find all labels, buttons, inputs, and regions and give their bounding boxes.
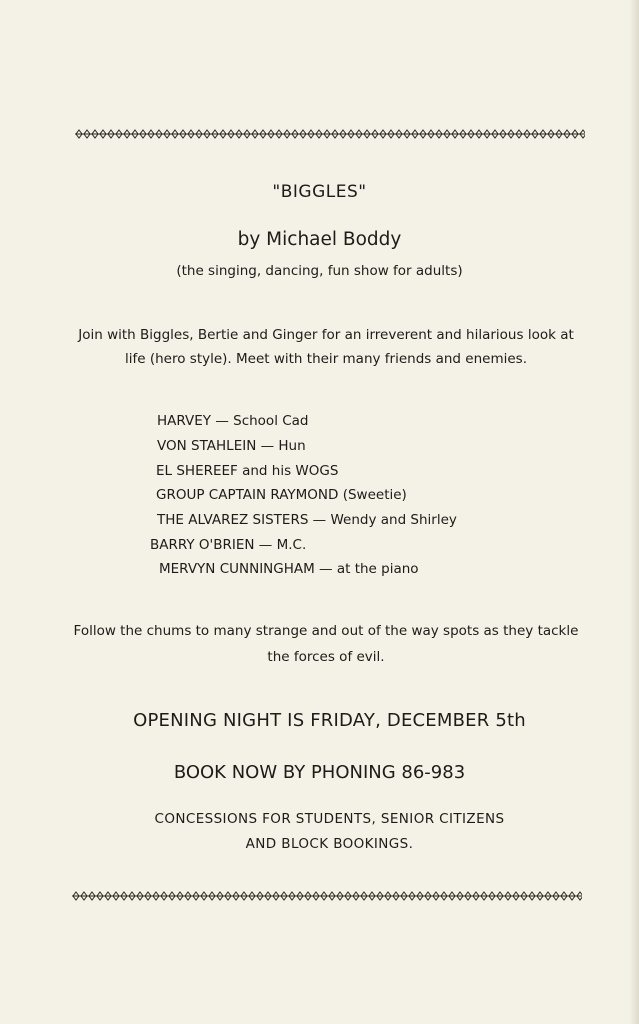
cast-item-harvey: HARVEY — School Cad bbox=[157, 413, 309, 429]
concessions-text bbox=[0, 807, 639, 857]
cast-item-group-captain: GROUP CAPTAIN RAYMOND (Sweetie) bbox=[156, 487, 407, 503]
bottom-rule-pattern bbox=[72, 891, 582, 901]
show-subtitle: (the singing, dancing, fun show for adults) bbox=[176, 263, 463, 279]
cast-item-mervyn-cunningham: MERVYN CUNNINGHAM — at the piano bbox=[159, 561, 419, 577]
concessions-line-1: CONCESSIONS FOR STUDENTS, SENIOR CITIZENS bbox=[154, 811, 505, 827]
bottom-decorative-rule bbox=[72, 891, 582, 901]
show-blurb: Join with Biggles, Bertie and Ginger for an irreverent and hilarious look at life (hero style). Meet with their many friends and enemies. bbox=[78, 327, 574, 367]
cast-item-alvarez-sisters: THE ALVAREZ SISTERS — Wendy and Shirley bbox=[157, 512, 457, 528]
cast-item-von-stahlein: VON STAHLEIN — Hun bbox=[157, 438, 306, 454]
follow-text: Follow the chums to many strange and out of the way spots as they tackle the forces of evil. bbox=[73, 623, 579, 665]
cast-item-el-shereef: EL SHEREEF and his WOGS bbox=[156, 463, 339, 479]
top-rule-pattern bbox=[75, 129, 585, 139]
opening-night: OPENING NIGHT IS FRIDAY, DECEMBER 5th bbox=[133, 710, 526, 731]
top-decorative-rule bbox=[75, 129, 585, 139]
page-edge-shadow bbox=[629, 0, 639, 1024]
concessions-line-2: AND BLOCK BOOKINGS. bbox=[245, 836, 414, 852]
booking-phone: BOOK NOW BY PHONING 86-983 bbox=[173, 762, 466, 783]
cast-item-barry-obrien: BARRY O'BRIEN — M.C. bbox=[150, 537, 307, 553]
show-title: "BIGGLES" bbox=[272, 182, 367, 202]
show-author: by Michael Boddy bbox=[237, 229, 402, 250]
